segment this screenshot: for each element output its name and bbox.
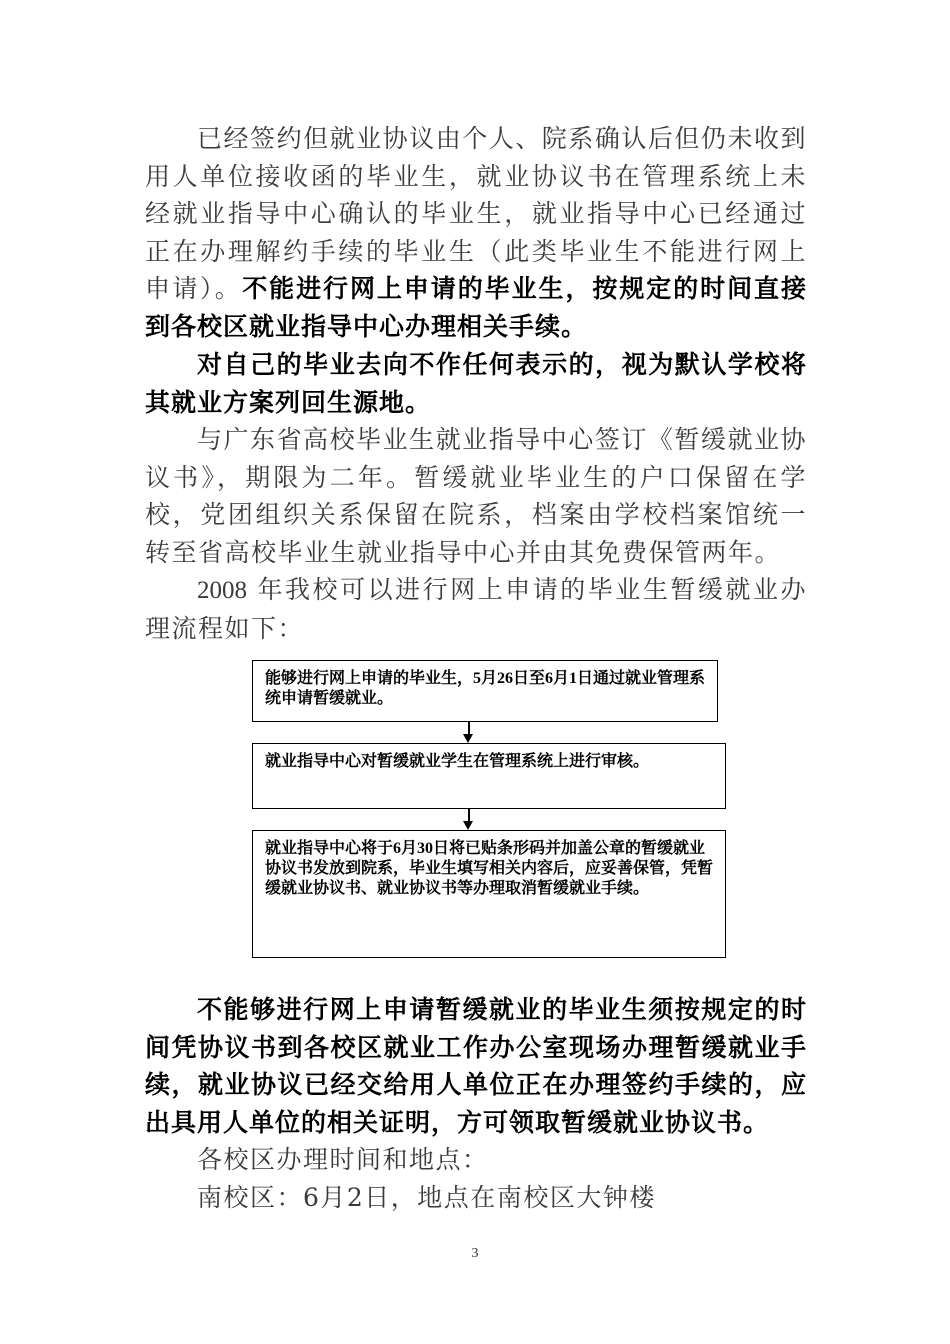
flowchart-arrow-2-icon <box>463 821 473 830</box>
paragraph-campus-schedule-heading: 各校区办理时间和地点： <box>197 1145 489 1174</box>
flowchart-arrow-1-icon <box>463 734 473 743</box>
paragraph-signed-graduates <box>145 120 807 345</box>
paragraph-south-campus: 南校区：6月2日，地点在南校区大钟楼 <box>197 1183 656 1212</box>
flowchart-connector-2 <box>468 809 470 821</box>
paragraph-process-intro <box>145 571 807 647</box>
paragraph-default-destination: 对自己的毕业去向不作任何表示的，视为默认学校将其就业方案列回生源地。 <box>145 350 807 417</box>
process-intro-text: 年我校可以进行网上申请的毕业生暂缓就业办理流程如下： <box>145 575 807 643</box>
flowchart-step-1: 能够进行网上申请的毕业生，5月26日至6月1日通过就业管理系统申请暂缓就业。 <box>252 660 718 722</box>
paragraph-agreement-terms: 与广东省高校毕业生就业指导中心签订《暂缓就业协议书》，期限为二年。暂缓就业毕业生的户口保留在学校，党团组织关系保留在院系，档案由学校档案馆统一转至省高校毕业生就业指导中心并由其免费保管两年。 <box>145 425 807 567</box>
process-intro-year: 2008 <box>197 577 247 604</box>
paragraph-signed-graduates-bold: 不能进行网上申请的毕业生，按规定的时间直接到各校区就业指导中心办理相关手续。 <box>145 274 807 341</box>
paragraph-offline-procedure: 不能够进行网上申请暂缓就业的毕业生须按规定的时间凭协议书到各校区就业工作办公室现场办理暂缓就业手续，就业协议已经交给用人单位正在办理签约手续的，应出具用人单位的相关证明，方可领取暂缓就业协议书。 <box>145 995 807 1137</box>
flowchart-step-2: 就业指导中心对暂缓就业学生在管理系统上进行审核。 <box>252 743 726 809</box>
paragraph-signed-graduates-text: 已经签约但就业协议由个人、院系确认后但仍未收到用人单位接收函的毕业生，就业协议书在管理系统上未经就业指导中心确认的毕业生，就业指导中心已经通过正在办理解约手续的毕业生（此类毕业生不能进行网上申请）。 <box>145 124 807 303</box>
flowchart-connector-1 <box>468 722 470 734</box>
flowchart-step-3: 就业指导中心将于6月30日将已贴条形码并加盖公章的暂缓就业协议书发放到院系，毕业生填写相关内容后，应妥善保管，凭暂缓就业协议书、就业协议书等办理取消暂缓就业手续。 <box>252 830 726 958</box>
page-number: 3 <box>471 1246 479 1261</box>
